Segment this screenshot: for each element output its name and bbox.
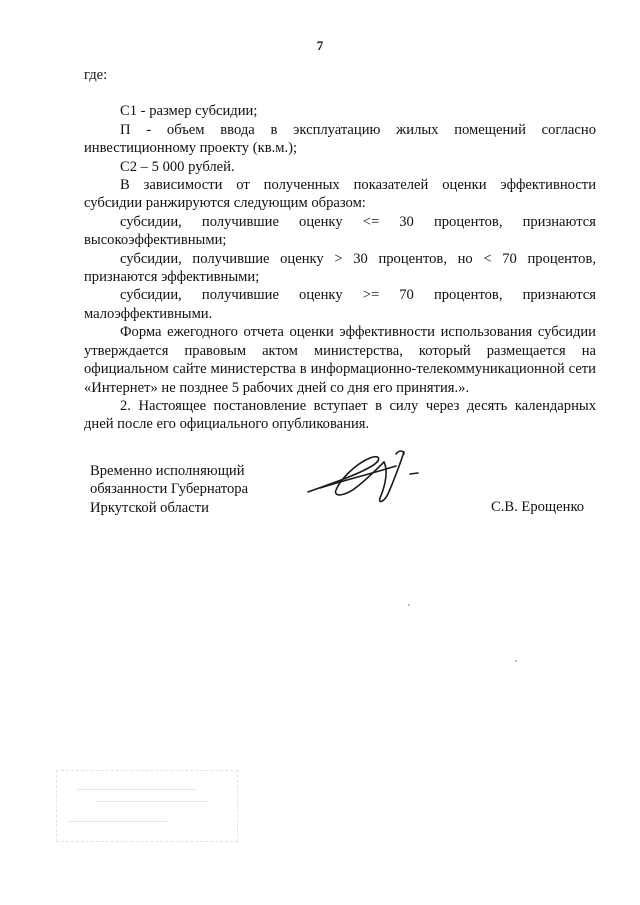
paragraph: С2 – 5 000 рублей. [120, 158, 235, 175]
paragraph: субсидии, получившие оценку >= 70 процентов, признаются малоэффективными. [84, 287, 596, 322]
paragraph: С1 - размер субсидии; [120, 103, 258, 120]
handwritten-signature [300, 440, 440, 510]
paragraph: субсидии, получившие оценку <= 30 процентов, признаются высокоэффективными; [84, 213, 596, 249]
signatory-position-line: Временно исполняющий [90, 463, 245, 479]
paragraph: Форма ежегодного отчета оценки эффективности использования субсидии утверждается правовым актом министерства, который размещается на официальном сайте министерства в информационно-телекоммуникационной сети «Интернет» не позднее 5 рабочих дней со дня его принятия.». [84, 324, 596, 396]
paragraph: субсидии, получившие оценку > 30 процентов, но < 70 процентов, признаются эффективными; [84, 250, 596, 286]
paragraph: где: [84, 67, 108, 83]
faded-stamp [56, 770, 238, 842]
document-body [84, 66, 596, 434]
paragraph: П - объем ввода в эксплуатацию жилых помещений согласно инвестиционному проекту (кв.м.); [84, 121, 596, 157]
paragraph: 2. Настоящее постановление вступает в силу через десять календарных дней после его официального опубликования. [84, 397, 596, 433]
signatory-position [90, 462, 248, 517]
paragraph: В зависимости от полученных показателей оценки эффективности субсидии ранжируются следующим образом: [84, 177, 596, 212]
page-number: 7 [316, 38, 324, 53]
signatory-position-line: обязанности Губернатора [90, 481, 249, 498]
signatory-position-line: Иркутской области [90, 499, 209, 516]
signer-name: С.В. Ерощенко [491, 499, 585, 515]
